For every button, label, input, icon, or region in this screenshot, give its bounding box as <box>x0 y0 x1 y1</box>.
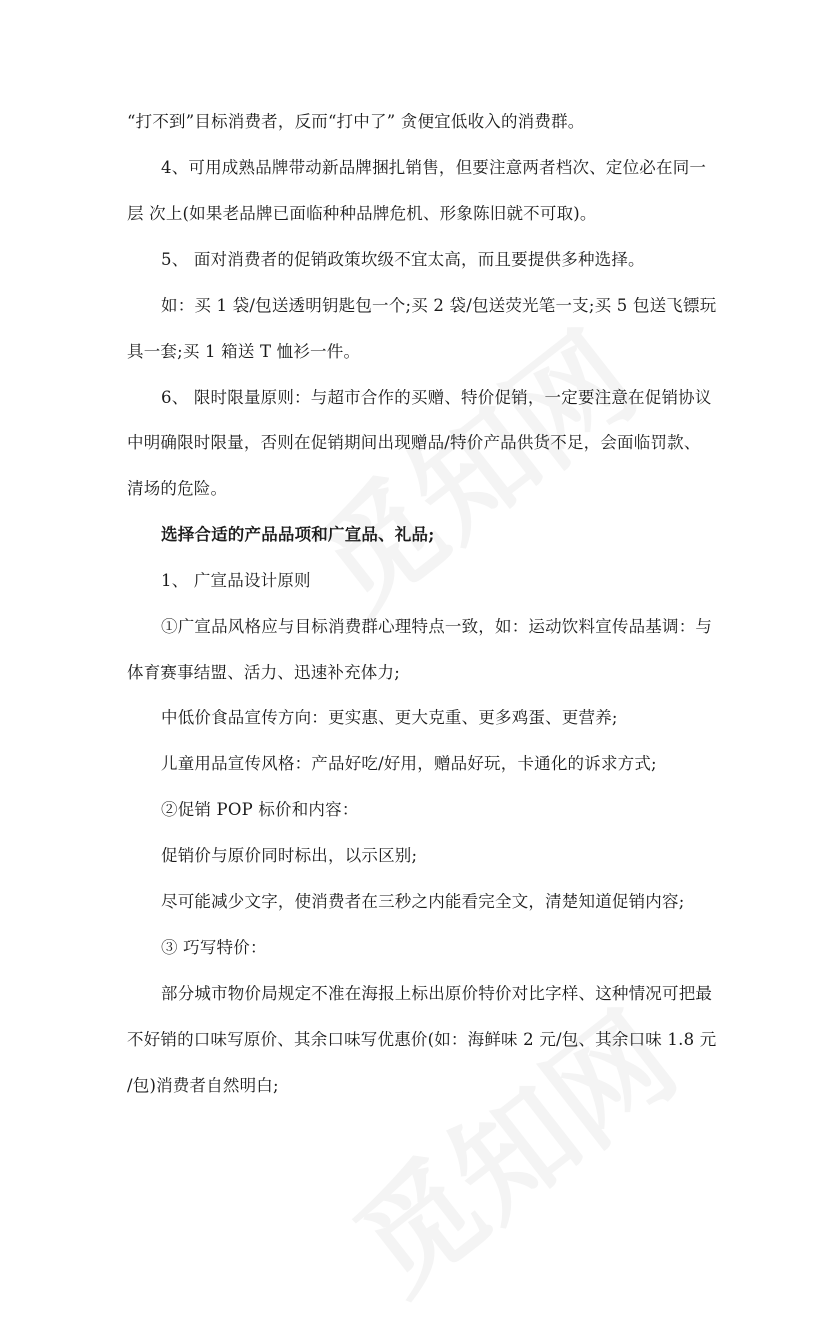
text-line-15: 儿童用品宣传风格：产品好吃/好用，赠品好玩，卡通化的诉求方式; <box>161 754 657 773</box>
text-line-1: “打不到”目标消费者，反而“打中了” 贪便宜低收入的消费群。 <box>127 112 585 131</box>
text-line-8: 中明确限时限量，否则在促销期间出现赠品/特价产品供货不足，会面临罚款、 <box>127 433 701 452</box>
text-line-11: 1、 广宣品设计原则 <box>161 571 311 590</box>
text-line-17: 促销价与原价同时标出，以示区别; <box>161 846 418 865</box>
text-line-19: ③ 巧写特价： <box>161 938 267 957</box>
text-line-5: 如：买 1 袋/包送透明钥匙包一个;买 2 袋/包送荧光笔一支;买 5 包送飞镖玩 <box>161 296 717 315</box>
text-line-12: ①广宣品风格应与目标消费群心理特点一致，如：运动饮料宣传品基调：与 <box>161 617 713 636</box>
text-line-2: 4、可用成熟品牌带动新品牌捆扎销售，但要注意两者档次、定位必在同一 <box>161 158 707 177</box>
watermark-bottom <box>315 967 705 1324</box>
text-line-13: 体育赛事结盟、活力、迅速补充体力; <box>127 663 400 682</box>
text-line-4: 5、 面对消费者的促销政策坎级不宜太高，而且要提供多种选择。 <box>161 250 645 269</box>
text-line-9: 清场的危险。 <box>127 479 228 498</box>
text-line-21: 不好销的口味写原价、其余口味写优惠价(如：海鲜味 2 元/包、其余口味 1.8 元 <box>127 1030 717 1049</box>
text-line-14: 中低价食品宣传方向：更实惠、更大克重、更多鸡蛋、更营养; <box>161 708 618 727</box>
text-line-7: 6、 限时限量原则：与超市合作的买赠、特价促销，一定要注意在促销协议 <box>161 388 712 407</box>
text-line-18: 尽可能减少文字，使消费者在三秒之内能看完全文，清楚知道促销内容; <box>161 892 685 911</box>
text-line-20: 部分城市物价局规定不准在海报上标出原价特价对比字样、这种情况可把最 <box>161 984 713 1003</box>
text-line-16: ②促销 POP 标价和内容： <box>161 800 359 819</box>
text-line-6: 具一套;买 1 箱送 T 恤衫一件。 <box>127 342 361 361</box>
text-line-3: 层 次上(如果老品牌已面临种种品牌危机、形象陈旧就不可取)。 <box>127 204 597 223</box>
text-line-22: /包)消费者自然明白; <box>127 1076 279 1095</box>
section-heading: 选择合适的产品品项和广宣品、礼品; <box>161 525 435 544</box>
